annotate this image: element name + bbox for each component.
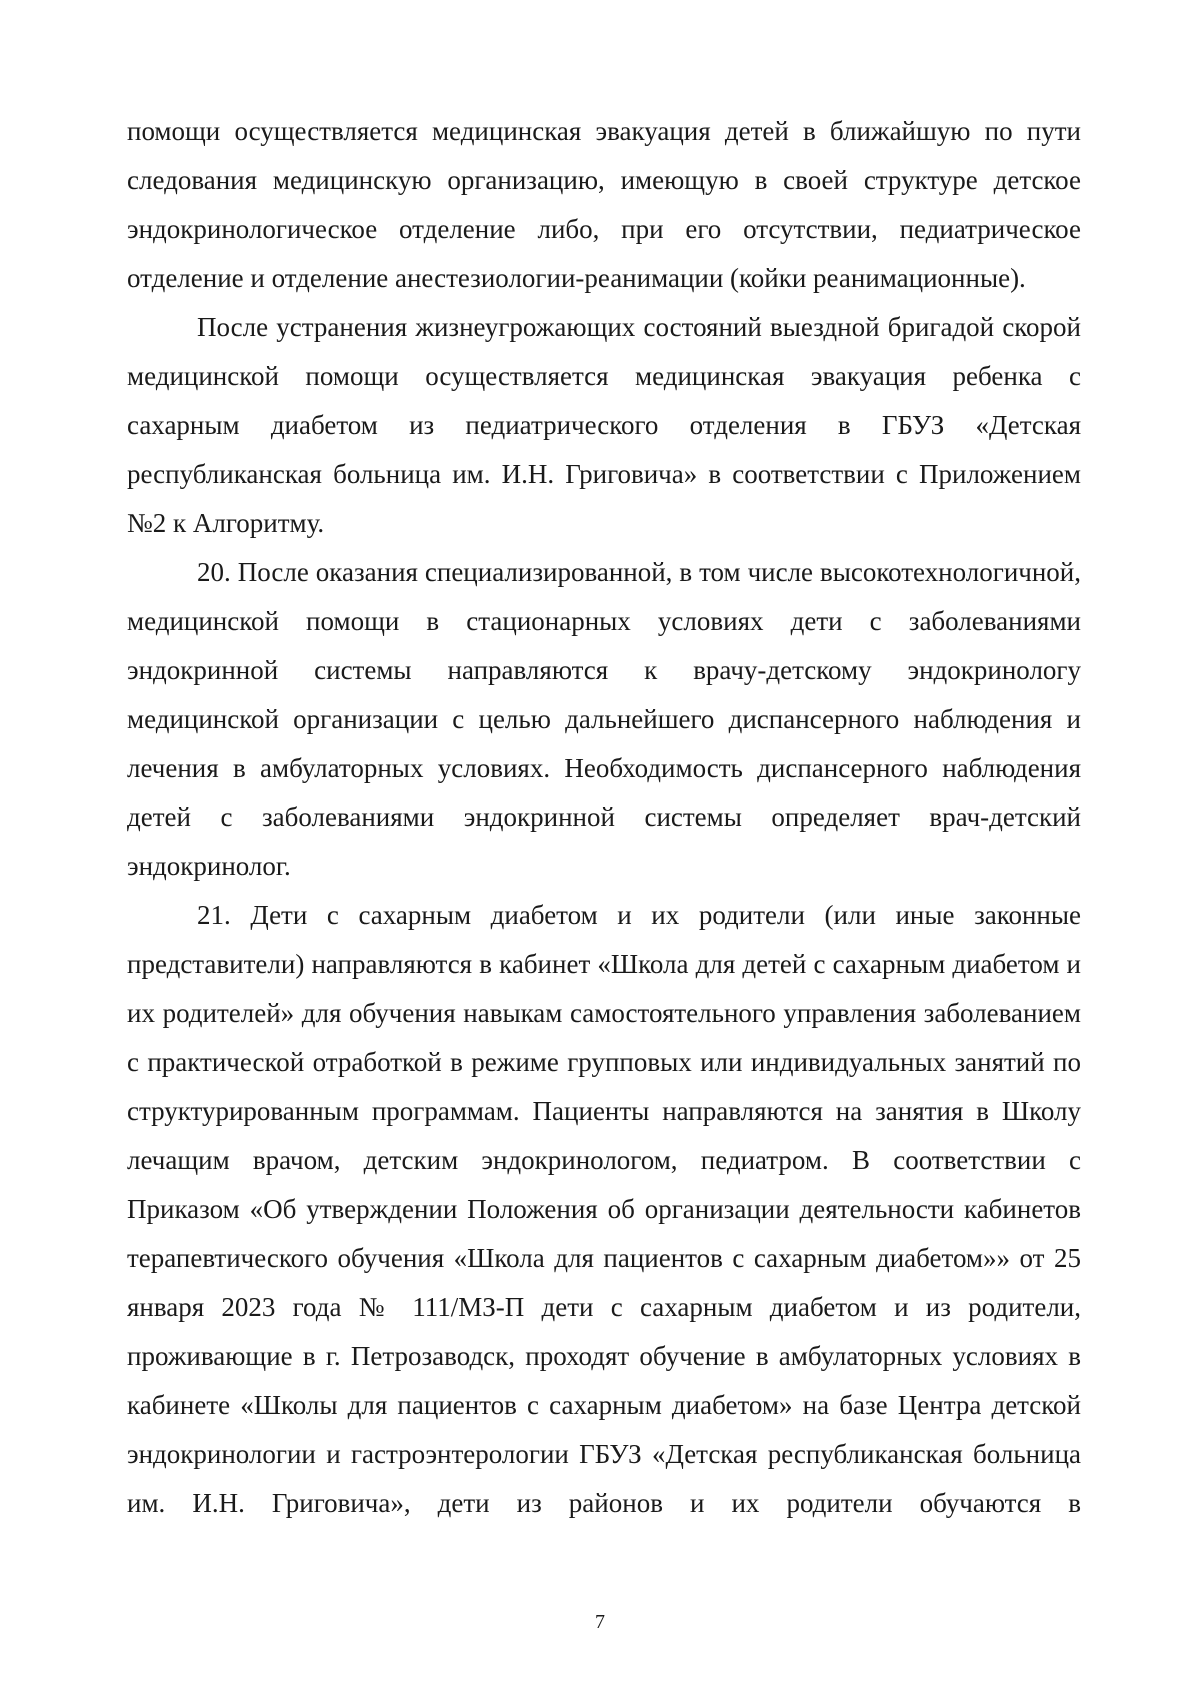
page-number: 7 xyxy=(595,1611,605,1633)
body-text xyxy=(127,107,1081,1528)
paragraph-continued: помощи осуществляется медицинская эвакуация детей в ближайшую по пути следования медицинскую организацию, имеющую в своей структуре детское эндокринологическое отделение либо, при его отсутствии, педиатрическое отделение и отделение анестезиологии-реанимации (койки реанимационные). xyxy=(127,116,1081,293)
paragraph-20: 20. После оказания специализированной, в том числе высокотехнологичной, медицинской помощи в стационарных условиях дети с заболеваниями эндокринной системы направляются к врачу-детскому эндокринологу медицинской организации с целью дальнейшего диспансерного наблюдения и лечения в амбулаторных условиях. Необходимость диспансерного наблюдения детей с заболеваниями эндокринной системы определяет врач-детский эндокринолог. xyxy=(127,557,1081,881)
paragraph-after-stabilization: После устранения жизнеугрожающих состояний выездной бригадой скорой медицинской помощи осуществляется медицинская эвакуация ребенка с сахарным диабетом из педиатрического отделения в ГБУЗ «Детская республиканская больница им. И.Н. Григовича» в соответствии с Приложением №2 к Алгоритму. xyxy=(127,312,1081,538)
paragraph-21: 21. Дети с сахарным диабетом и их родители (или иные законные представители) направляются в кабинет «Школа для детей с сахарным диабетом и их родителей» для обучения навыкам самостоятельного управления заболеванием с практической отработкой в режиме групповых или индивидуальных занятий по структурированным программам. Пациенты направляются на занятия в Школу лечащим врачом, детским эндокринологом, педиатром. В соответствии с Приказом «Об утверждении Положения об организации деятельности кабинетов терапевтического обучения «Школа для пациентов с сахарным диабетом»» от 25 января 2023 года № 111/МЗ-П дети с сахарным диабетом и из родители, проживающие в г. Петрозаводск, проходят обучение в амбулаторных условиях в кабинете «Школы для пациентов с сахарным диабетом» на базе Центра детской эндокринологии и гастроэнтерологии ГБУЗ «Детская республиканская больница им. И.Н. Григовича», дети из районов и их родители обучаются в xyxy=(127,900,1081,1518)
